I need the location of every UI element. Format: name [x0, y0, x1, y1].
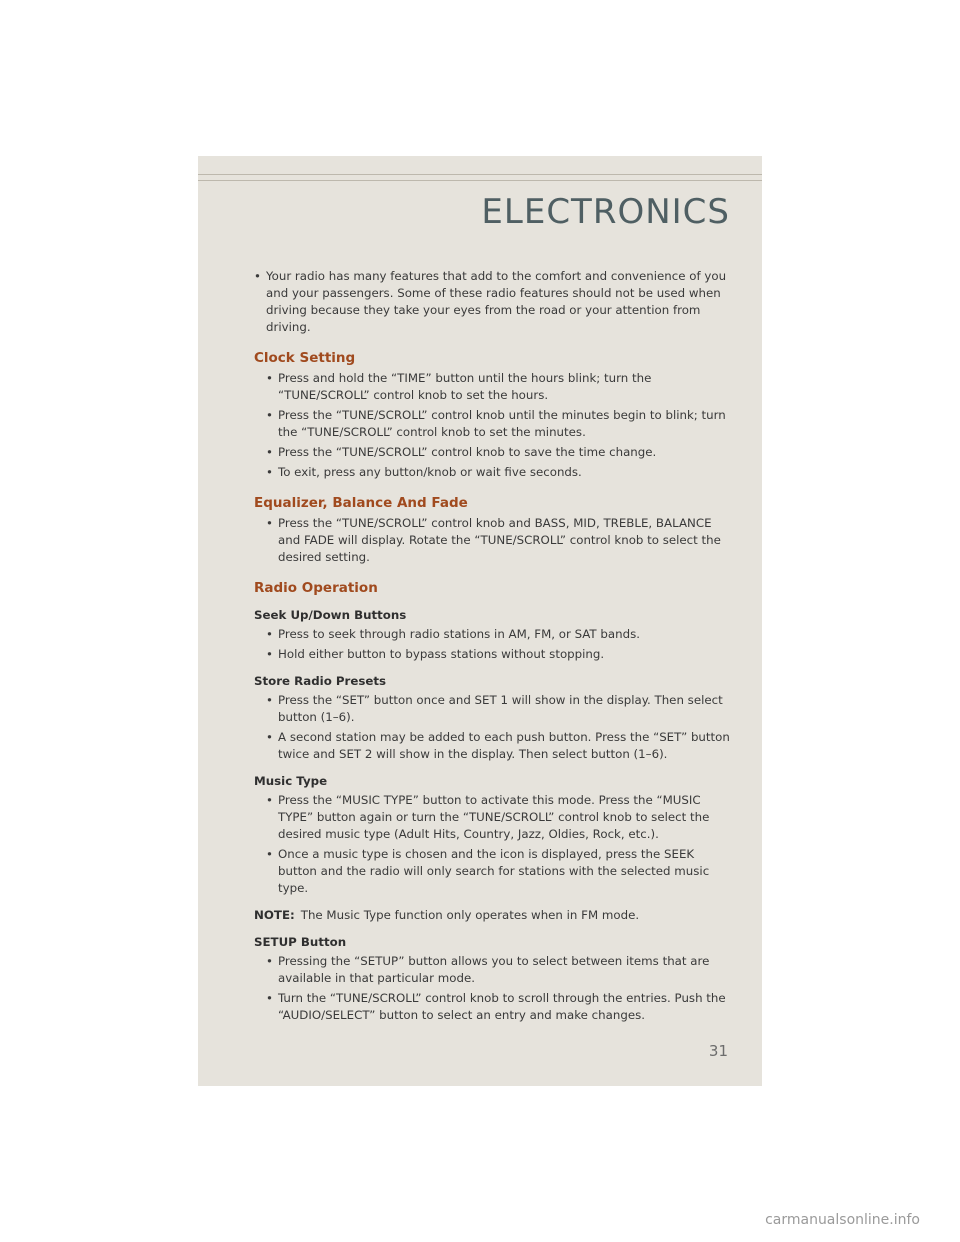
- equalizer-heading: Equalizer, Balance And Fade: [254, 495, 468, 511]
- presets-heading: Store Radio Presets: [254, 674, 387, 688]
- list-item: • Press the “SET” button once and SET 1 will show in the display. Then select button (1–6).: [266, 693, 723, 724]
- list-item: • Once a music type is chosen and the icon is displayed, press the SEEK button and the radio will only search for stations with the selected music type.: [266, 847, 710, 895]
- page-content: [254, 268, 734, 1027]
- intro-bullet: • Your radio has many features that add to the comfort and convenience of you and your passengers. Some of these radio features should not be used when driving because they take your eyes from the road or your attention from driving.: [254, 269, 727, 334]
- watermark: carmanualsonline.info: [765, 1212, 920, 1228]
- list-item: • Press to seek through radio stations in AM, FM, or SAT bands.: [266, 627, 640, 641]
- header-rule-top: [198, 174, 762, 175]
- list-item: • Pressing the “SETUP” button allows you to select between items that are available in that particular mode.: [266, 954, 710, 985]
- list-item: • Press the “TUNE/SCROLL” control knob to save the time change.: [266, 445, 657, 459]
- note: [254, 907, 734, 924]
- list-item: • Press the “TUNE/SCROLL” control knob and BASS, MID, TREBLE, BALANCE and FADE will display. Rotate the “TUNE/SCROLL” control knob to select the desired setting.: [266, 516, 721, 564]
- list-item: • Hold either button to bypass stations without stopping.: [266, 647, 605, 661]
- list-item: • Press and hold the “TIME” button until the hours blink; turn the “TUNE/SCROLL” control knob to set the hours.: [266, 371, 652, 402]
- manual-page: [198, 156, 762, 1086]
- list-item: • A second station may be added to each push button. Press the “SET” button twice and SET 2 will show in the display. Then select button (1–6).: [266, 730, 730, 761]
- list-item: • To exit, press any button/knob or wait five seconds.: [266, 465, 582, 479]
- header-rule-bottom: [198, 180, 762, 181]
- section-title: ELECTRONICS: [481, 192, 730, 232]
- setup-heading: SETUP Button: [254, 935, 347, 949]
- radio-operation-heading: Radio Operation: [254, 580, 378, 596]
- list-item: • Turn the “TUNE/SCROLL” control knob to scroll through the entries. Push the “AUDIO/SELECT” button to select an entry and make changes.: [266, 991, 726, 1022]
- clock-setting-heading: Clock Setting: [254, 350, 356, 366]
- note-label: NOTE:: [254, 908, 295, 922]
- note-text: The Music Type function only operates when in FM mode.: [300, 908, 640, 922]
- music-type-heading: Music Type: [254, 774, 328, 788]
- list-item: • Press the “MUSIC TYPE” button to activate this mode. Press the “MUSIC TYPE” button again or turn the “TUNE/SCROLL” control knob to select the desired music type (Adult Hits, Country, Jazz, Oldies, Rock, etc.).: [266, 793, 710, 841]
- page-number: 31: [708, 1042, 728, 1060]
- seek-heading: Seek Up/Down Buttons: [254, 608, 407, 622]
- list-item: • Press the “TUNE/SCROLL” control knob until the minutes begin to blink; turn the “TUNE/SCROLL” control knob to set the minutes.: [266, 408, 726, 439]
